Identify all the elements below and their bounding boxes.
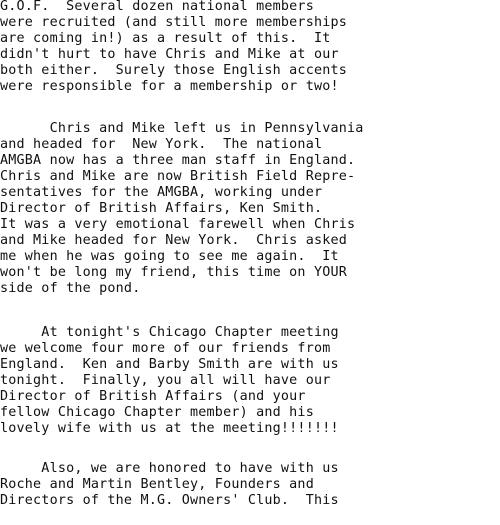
text-line: sentatives for the AMGBA, working under <box>0 185 323 200</box>
text-line: me when he was going to see me again. It <box>0 249 339 264</box>
text-line: won't be long my friend, this time on YOUR <box>0 265 347 280</box>
text-line: are coming in!) as a result of this. It <box>0 31 331 46</box>
text-line: side of the pond. <box>0 281 141 296</box>
text-line: tonight. Finally, you all will have our <box>0 373 331 388</box>
text-line: lovely wife with us at the meeting!!!!!!! <box>0 421 339 436</box>
text-line: and Mike headed for New York. Chris asked <box>0 233 347 248</box>
text-line: England. Ken and Barby Smith are with us <box>0 357 339 372</box>
text-line: AMGBA now has a three man staff in England. <box>0 153 356 168</box>
text-line: Directors of the M.G. Owners' Club. This <box>0 493 339 508</box>
text-line: Chris and Mike left us in Pennsylvania <box>0 121 364 136</box>
text-line: didn't hurt to have Chris and Mike at our <box>0 47 339 62</box>
text-line: and headed for New York. The national <box>0 137 323 152</box>
text-line: Chris and Mike are now British Field Repre- <box>0 169 356 184</box>
text-line: Also, we are honored to have with us <box>0 461 339 476</box>
text-line: Roche and Martin Bentley, Founders and <box>0 477 314 492</box>
text-line: we welcome four more of our friends from <box>0 341 331 356</box>
text-line: Director of British Affairs (and your <box>0 389 306 404</box>
text-line: were responsible for a membership or two! <box>0 79 339 94</box>
text-line: fellow Chicago Chapter member) and his <box>0 405 314 420</box>
text-line: Director of British Affairs, Ken Smith. <box>0 201 323 216</box>
text-line: It was a very emotional farewell when Chris <box>0 217 356 232</box>
text-line: both either. Surely those English accents <box>0 63 347 78</box>
text-line: At tonight's Chicago Chapter meeting <box>0 325 339 340</box>
text-line: G.O.F. Several dozen national members <box>0 0 314 14</box>
text-line: were recruited (and still more memberships <box>0 15 347 30</box>
